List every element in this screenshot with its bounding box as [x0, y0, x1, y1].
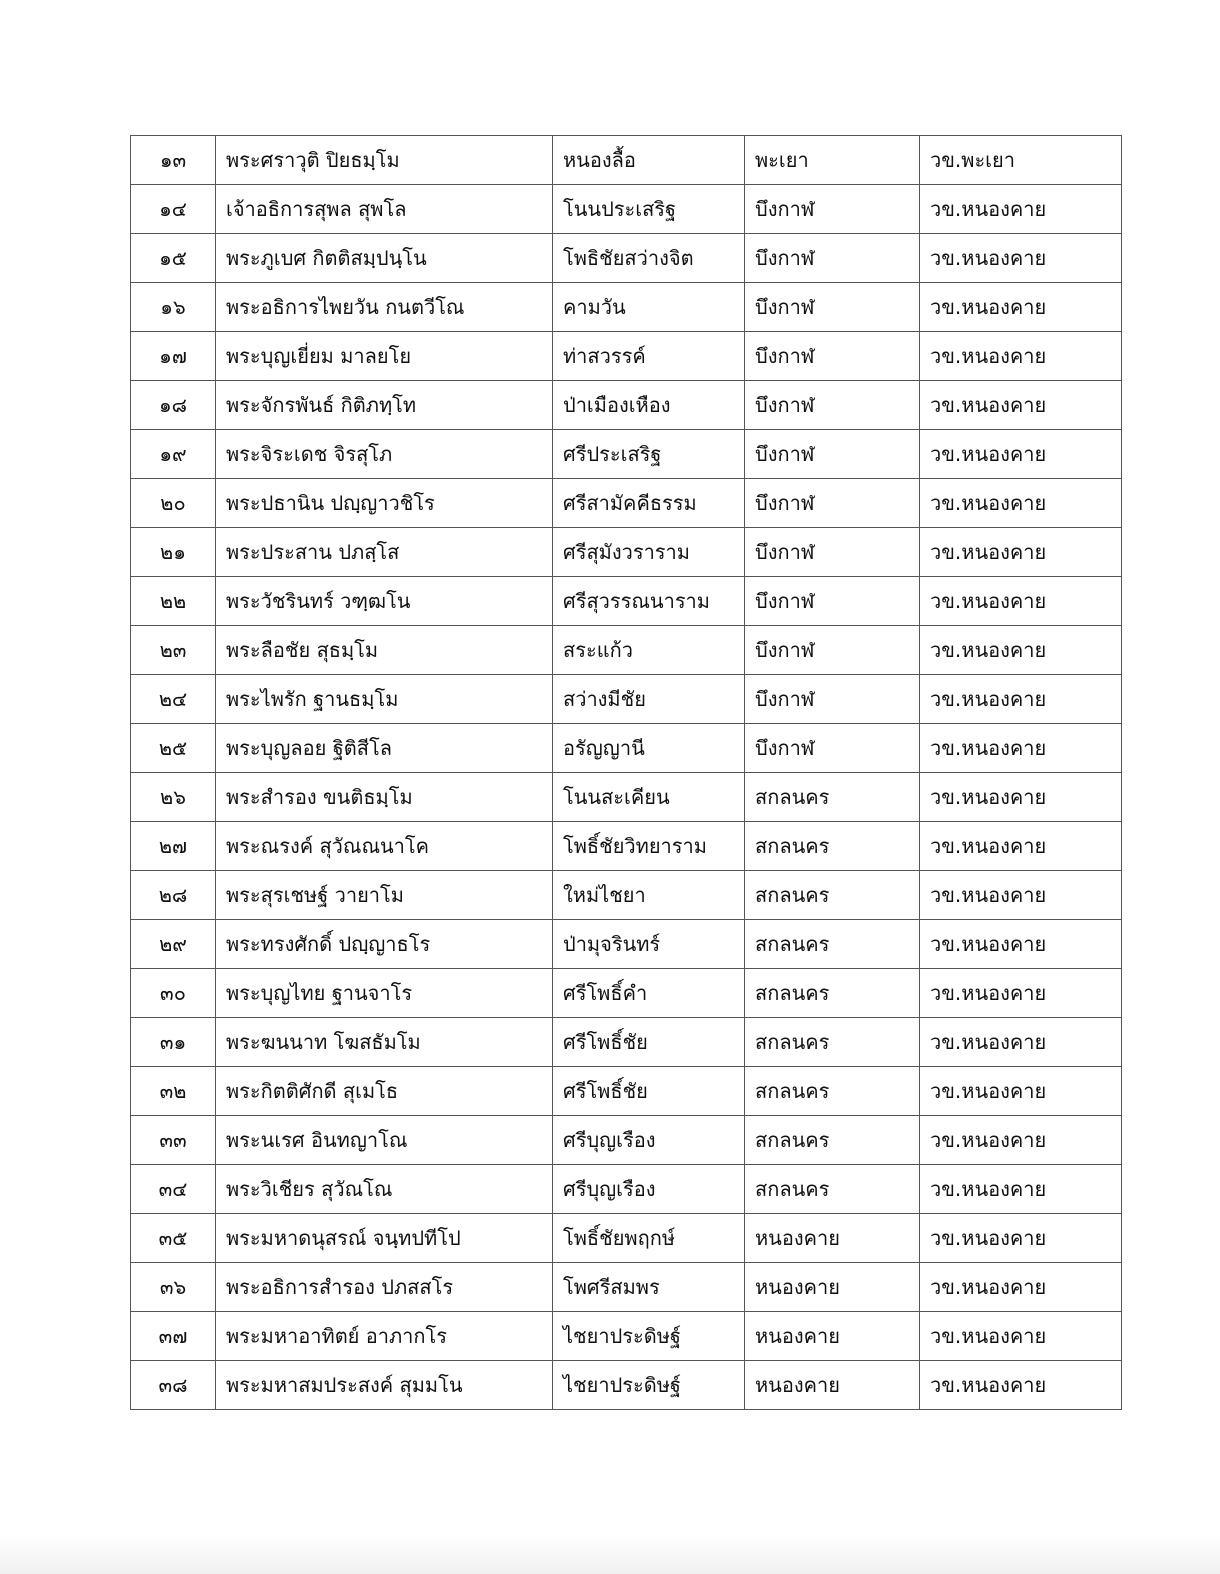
table-row — [131, 381, 1122, 430]
table-row — [131, 332, 1122, 381]
cell-unit: วข.หนองคาย — [920, 822, 1122, 871]
cell-number: ๑๘ — [131, 381, 216, 430]
cell-province: บึงกาฬ — [745, 724, 920, 773]
table-row — [131, 773, 1122, 822]
cell-number: ๒๔ — [131, 675, 216, 724]
cell-number: ๒๕ — [131, 724, 216, 773]
cell-unit: วข.หนองคาย — [920, 1214, 1122, 1263]
cell-unit: วข.หนองคาย — [920, 626, 1122, 675]
cell-unit: วข.หนองคาย — [920, 920, 1122, 969]
cell-unit: วข.หนองคาย — [920, 675, 1122, 724]
cell-unit: วข.พะเยา — [920, 136, 1122, 185]
cell-temple: ศรีโพธิ์ชัย — [553, 1018, 745, 1067]
cell-province: พะเยา — [745, 136, 920, 185]
cell-monk-name: พระทรงศักดิ์ ปญฺญาธโร — [216, 920, 553, 969]
table-row — [131, 430, 1122, 479]
cell-unit: วข.หนองคาย — [920, 234, 1122, 283]
table-row — [131, 1165, 1122, 1214]
cell-number: ๓๖ — [131, 1263, 216, 1312]
cell-monk-name: พระวิเชียร สุวัณโณ — [216, 1165, 553, 1214]
cell-province: สกลนคร — [745, 1018, 920, 1067]
cell-monk-name: พระจักรพันธ์ กิติภทฺโท — [216, 381, 553, 430]
table-row — [131, 1263, 1122, 1312]
table-row — [131, 185, 1122, 234]
cell-province: บึงกาฬ — [745, 430, 920, 479]
cell-monk-name: พระไพรัก ฐานธมฺโม — [216, 675, 553, 724]
cell-province: หนองคาย — [745, 1263, 920, 1312]
cell-temple: โพธิ์ชัยพฤกษ์ — [553, 1214, 745, 1263]
cell-number: ๓๘ — [131, 1361, 216, 1410]
table-row — [131, 871, 1122, 920]
cell-monk-name: พระบุญเยี่ยม มาลยโย — [216, 332, 553, 381]
cell-unit: วข.หนองคาย — [920, 381, 1122, 430]
cell-unit: วข.หนองคาย — [920, 1312, 1122, 1361]
cell-province: บึงกาฬ — [745, 626, 920, 675]
cell-temple: โพธิ์ชัยวิทยาราม — [553, 822, 745, 871]
cell-monk-name: พระอธิการไพยวัน กนตวีโณ — [216, 283, 553, 332]
cell-number: ๒๑ — [131, 528, 216, 577]
cell-unit: วข.หนองคาย — [920, 283, 1122, 332]
table-row — [131, 920, 1122, 969]
cell-unit: วข.หนองคาย — [920, 1018, 1122, 1067]
cell-province: หนองคาย — [745, 1214, 920, 1263]
cell-province: สกลนคร — [745, 822, 920, 871]
cell-unit: วข.หนองคาย — [920, 1165, 1122, 1214]
cell-monk-name: เจ้าอธิการสุพล สุพโล — [216, 185, 553, 234]
cell-unit: วข.หนองคาย — [920, 185, 1122, 234]
roster-table-body — [131, 136, 1122, 1410]
cell-temple: ท่าสวรรค์ — [553, 332, 745, 381]
cell-unit: วข.หนองคาย — [920, 871, 1122, 920]
table-row — [131, 283, 1122, 332]
cell-number: ๓๑ — [131, 1018, 216, 1067]
cell-province: สกลนคร — [745, 1067, 920, 1116]
cell-unit: วข.หนองคาย — [920, 724, 1122, 773]
cell-monk-name: พระมหาสมประสงค์ สุมมโน — [216, 1361, 553, 1410]
cell-number: ๓๒ — [131, 1067, 216, 1116]
cell-temple: ใหม่ไชยา — [553, 871, 745, 920]
cell-monk-name: พระสุรเชษฐ์ วายาโม — [216, 871, 553, 920]
page-bottom-edge — [0, 1534, 1220, 1574]
cell-number: ๒๗ — [131, 822, 216, 871]
monk-roster-table — [130, 135, 1122, 1410]
cell-monk-name: พระฆนนาท โฆสธัมโม — [216, 1018, 553, 1067]
cell-unit: วข.หนองคาย — [920, 1116, 1122, 1165]
cell-province: หนองคาย — [745, 1312, 920, 1361]
table-row — [131, 1116, 1122, 1165]
table-row — [131, 822, 1122, 871]
cell-monk-name: พระนเรศ อินทญาโณ — [216, 1116, 553, 1165]
cell-number: ๑๓ — [131, 136, 216, 185]
cell-unit: วข.หนองคาย — [920, 332, 1122, 381]
cell-unit: วข.หนองคาย — [920, 430, 1122, 479]
cell-number: ๓๗ — [131, 1312, 216, 1361]
table-row — [131, 577, 1122, 626]
table-row — [131, 675, 1122, 724]
cell-province: บึงกาฬ — [745, 185, 920, 234]
cell-temple: ป่ามุจรินทร์ — [553, 920, 745, 969]
cell-monk-name: พระมหาอาทิตย์ อาภากโร — [216, 1312, 553, 1361]
cell-unit: วข.หนองคาย — [920, 479, 1122, 528]
cell-monk-name: พระภูเบศ กิตติสมฺปนฺโน — [216, 234, 553, 283]
cell-province: บึงกาฬ — [745, 234, 920, 283]
cell-province: บึงกาฬ — [745, 283, 920, 332]
cell-temple: โพศรีสมพร — [553, 1263, 745, 1312]
table-row — [131, 626, 1122, 675]
cell-province: บึงกาฬ — [745, 332, 920, 381]
cell-province: หนองคาย — [745, 1361, 920, 1410]
cell-province: บึงกาฬ — [745, 577, 920, 626]
cell-temple: โนนสะเคียน — [553, 773, 745, 822]
cell-unit: วข.หนองคาย — [920, 773, 1122, 822]
cell-monk-name: พระอธิการสำรอง ปภสสโร — [216, 1263, 553, 1312]
table-row — [131, 1214, 1122, 1263]
cell-province: สกลนคร — [745, 1165, 920, 1214]
cell-number: ๑๗ — [131, 332, 216, 381]
cell-province: สกลนคร — [745, 920, 920, 969]
cell-number: ๑๕ — [131, 234, 216, 283]
cell-temple: สว่างมีชัย — [553, 675, 745, 724]
table-row — [131, 724, 1122, 773]
table-row — [131, 136, 1122, 185]
cell-temple: โนนประเสริฐ — [553, 185, 745, 234]
cell-monk-name: พระสำรอง ขนติธมฺโม — [216, 773, 553, 822]
cell-province: บึงกาฬ — [745, 528, 920, 577]
cell-temple: อรัญญานี — [553, 724, 745, 773]
cell-province: บึงกาฬ — [745, 675, 920, 724]
cell-temple: ป่าเมืองเหือง — [553, 381, 745, 430]
cell-number: ๑๔ — [131, 185, 216, 234]
cell-temple: ไชยาประดิษฐ์ — [553, 1361, 745, 1410]
cell-temple: สระแก้ว — [553, 626, 745, 675]
cell-number: ๒๖ — [131, 773, 216, 822]
cell-number: ๓๔ — [131, 1165, 216, 1214]
cell-province: สกลนคร — [745, 969, 920, 1018]
cell-monk-name: พระปธานิน ปญฺญาวชิโร — [216, 479, 553, 528]
cell-unit: วข.หนองคาย — [920, 1067, 1122, 1116]
table-row — [131, 1018, 1122, 1067]
cell-monk-name: พระมหาดนุสรณ์ จนฺทปทีโป — [216, 1214, 553, 1263]
table-row — [131, 1361, 1122, 1410]
cell-temple: ศรีสุมังวราราม — [553, 528, 745, 577]
cell-monk-name: พระประสาน ปภสฺโส — [216, 528, 553, 577]
table-row — [131, 969, 1122, 1018]
table-row — [131, 528, 1122, 577]
cell-unit: วข.หนองคาย — [920, 1361, 1122, 1410]
cell-monk-name: พระวัชรินทร์ วฑฺฒโน — [216, 577, 553, 626]
cell-monk-name: พระจิระเดช จิรสุโภ — [216, 430, 553, 479]
cell-monk-name: พระบุญลอย ฐิติสีโล — [216, 724, 553, 773]
cell-number: ๑๖ — [131, 283, 216, 332]
cell-temple: หนองลื้อ — [553, 136, 745, 185]
cell-unit: วข.หนองคาย — [920, 969, 1122, 1018]
table-row — [131, 234, 1122, 283]
cell-unit: วข.หนองคาย — [920, 528, 1122, 577]
cell-temple: ศรีโพธิ์ชัย — [553, 1067, 745, 1116]
cell-number: ๒๒ — [131, 577, 216, 626]
cell-number: ๑๙ — [131, 430, 216, 479]
cell-number: ๓๐ — [131, 969, 216, 1018]
table-row — [131, 1067, 1122, 1116]
cell-temple: ไชยาประดิษฐ์ — [553, 1312, 745, 1361]
cell-temple: ศรีบุญเรือง — [553, 1116, 745, 1165]
cell-monk-name: พระลือชัย สุธมฺโม — [216, 626, 553, 675]
cell-monk-name: พระบุญไทย ฐานจาโร — [216, 969, 553, 1018]
cell-monk-name: พระศราวุติ ปิยธมฺโม — [216, 136, 553, 185]
cell-temple: ศรีบุญเรือง — [553, 1165, 745, 1214]
cell-number: ๒๓ — [131, 626, 216, 675]
cell-monk-name: พระกิตติศักดี สุเมโธ — [216, 1067, 553, 1116]
cell-number: ๒๘ — [131, 871, 216, 920]
cell-unit: วข.หนองคาย — [920, 577, 1122, 626]
cell-province: สกลนคร — [745, 1116, 920, 1165]
cell-province: สกลนคร — [745, 773, 920, 822]
cell-province: สกลนคร — [745, 871, 920, 920]
table-row — [131, 479, 1122, 528]
cell-number: ๒๙ — [131, 920, 216, 969]
cell-monk-name: พระณรงค์ สุวัณณนาโค — [216, 822, 553, 871]
cell-temple: ศรีสุวรรณนาราม — [553, 577, 745, 626]
cell-province: บึงกาฬ — [745, 479, 920, 528]
cell-temple: ศรีโพธิ์คำ — [553, 969, 745, 1018]
cell-temple: ศรีประเสริฐ — [553, 430, 745, 479]
cell-unit: วข.หนองคาย — [920, 1263, 1122, 1312]
cell-number: ๓๕ — [131, 1214, 216, 1263]
cell-number: ๒๐ — [131, 479, 216, 528]
cell-province: บึงกาฬ — [745, 381, 920, 430]
cell-temple: ศรีสามัคคีธรรม — [553, 479, 745, 528]
cell-number: ๓๓ — [131, 1116, 216, 1165]
cell-temple: คามวัน — [553, 283, 745, 332]
table-row — [131, 1312, 1122, 1361]
cell-temple: โพธิชัยสว่างจิต — [553, 234, 745, 283]
